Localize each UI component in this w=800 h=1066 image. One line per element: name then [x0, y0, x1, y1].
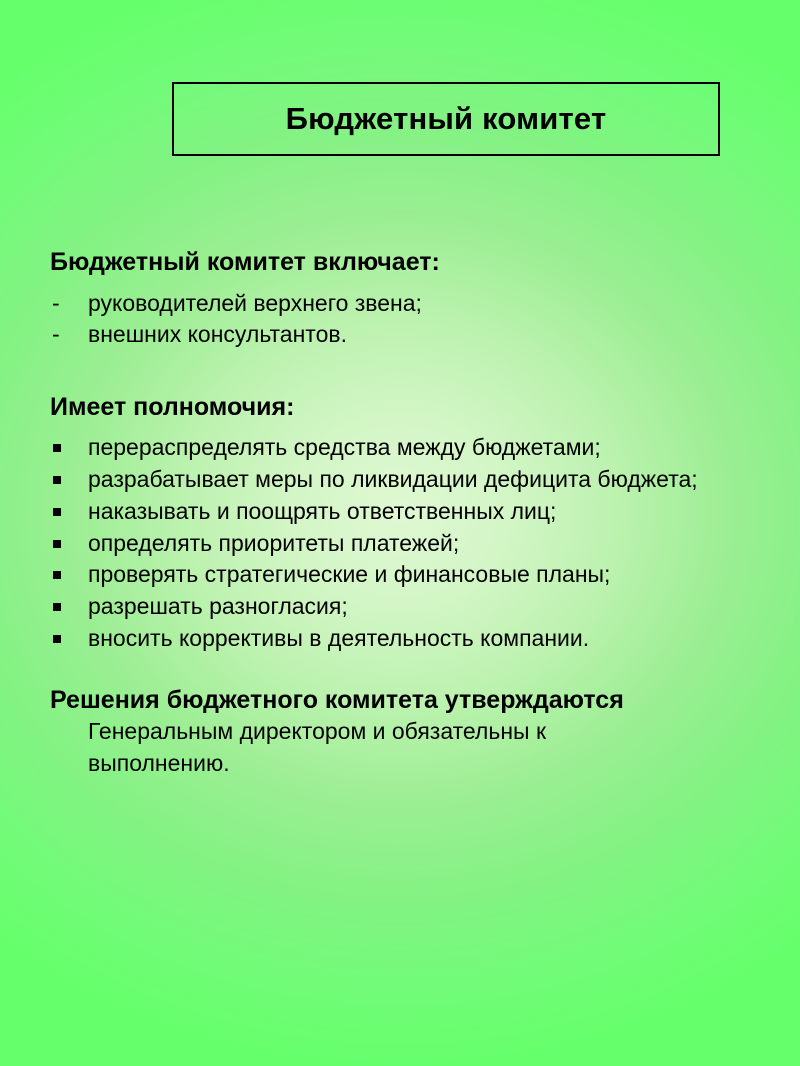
- section-membership: [50, 248, 766, 351]
- spacer: [50, 351, 766, 393]
- section-powers: [50, 393, 766, 655]
- square-bullet-icon: [53, 540, 61, 548]
- spacer: [50, 655, 766, 685]
- page-title: Бюджетный комитет: [285, 100, 607, 136]
- dash-bullet-icon: -: [52, 289, 60, 316]
- section-heading: Имеет полномочия:: [50, 392, 295, 421]
- list-item-label: разрабатывает меры по ликвидации дефицита бюджета;: [88, 466, 698, 493]
- square-bullet-icon: [53, 508, 61, 516]
- list-item-label: внешних консультантов.: [88, 321, 347, 348]
- list-item: [50, 288, 766, 320]
- list-item: [50, 528, 766, 560]
- membership-list: [50, 288, 766, 351]
- list-item-label: проверять стратегические и финансовые планы;: [88, 561, 611, 588]
- spacer: [50, 422, 766, 432]
- square-bullet-icon: [53, 603, 61, 611]
- list-item: [50, 464, 766, 496]
- list-item: [50, 559, 766, 591]
- list-item: [50, 319, 766, 351]
- section-approval: [50, 685, 766, 780]
- square-bullet-icon: [53, 635, 61, 643]
- list-item-label: вносить коррективы в деятельность компании.: [88, 624, 590, 651]
- list-item-label: руководителей верхнего звена;: [88, 289, 422, 316]
- closing-heading: Решения бюджетного комитета утверждаются: [50, 685, 624, 714]
- slide-title-box: [172, 82, 720, 156]
- list-item-label: определять приоритеты платежей;: [88, 529, 460, 556]
- section-heading: Бюджетный комитет включает:: [50, 248, 440, 276]
- powers-list: [50, 432, 766, 654]
- square-bullet-icon: [53, 476, 61, 484]
- list-item: [50, 623, 766, 655]
- list-item: [50, 591, 766, 623]
- list-item-label: перераспределять средства между бюджетами;: [88, 434, 601, 461]
- list-item: [50, 432, 766, 464]
- dash-bullet-icon: -: [52, 321, 60, 348]
- closing-body: Генеральным директором и обязательны к выполнению.: [88, 717, 547, 777]
- slide-content: [50, 248, 766, 780]
- spacer: [50, 278, 766, 288]
- list-item: [50, 496, 766, 528]
- square-bullet-icon: [53, 444, 61, 452]
- square-bullet-icon: [53, 571, 61, 579]
- list-item-label: наказывать и поощрять ответственных лиц;: [88, 497, 557, 524]
- list-item-label: разрешать разногласия;: [88, 593, 348, 620]
